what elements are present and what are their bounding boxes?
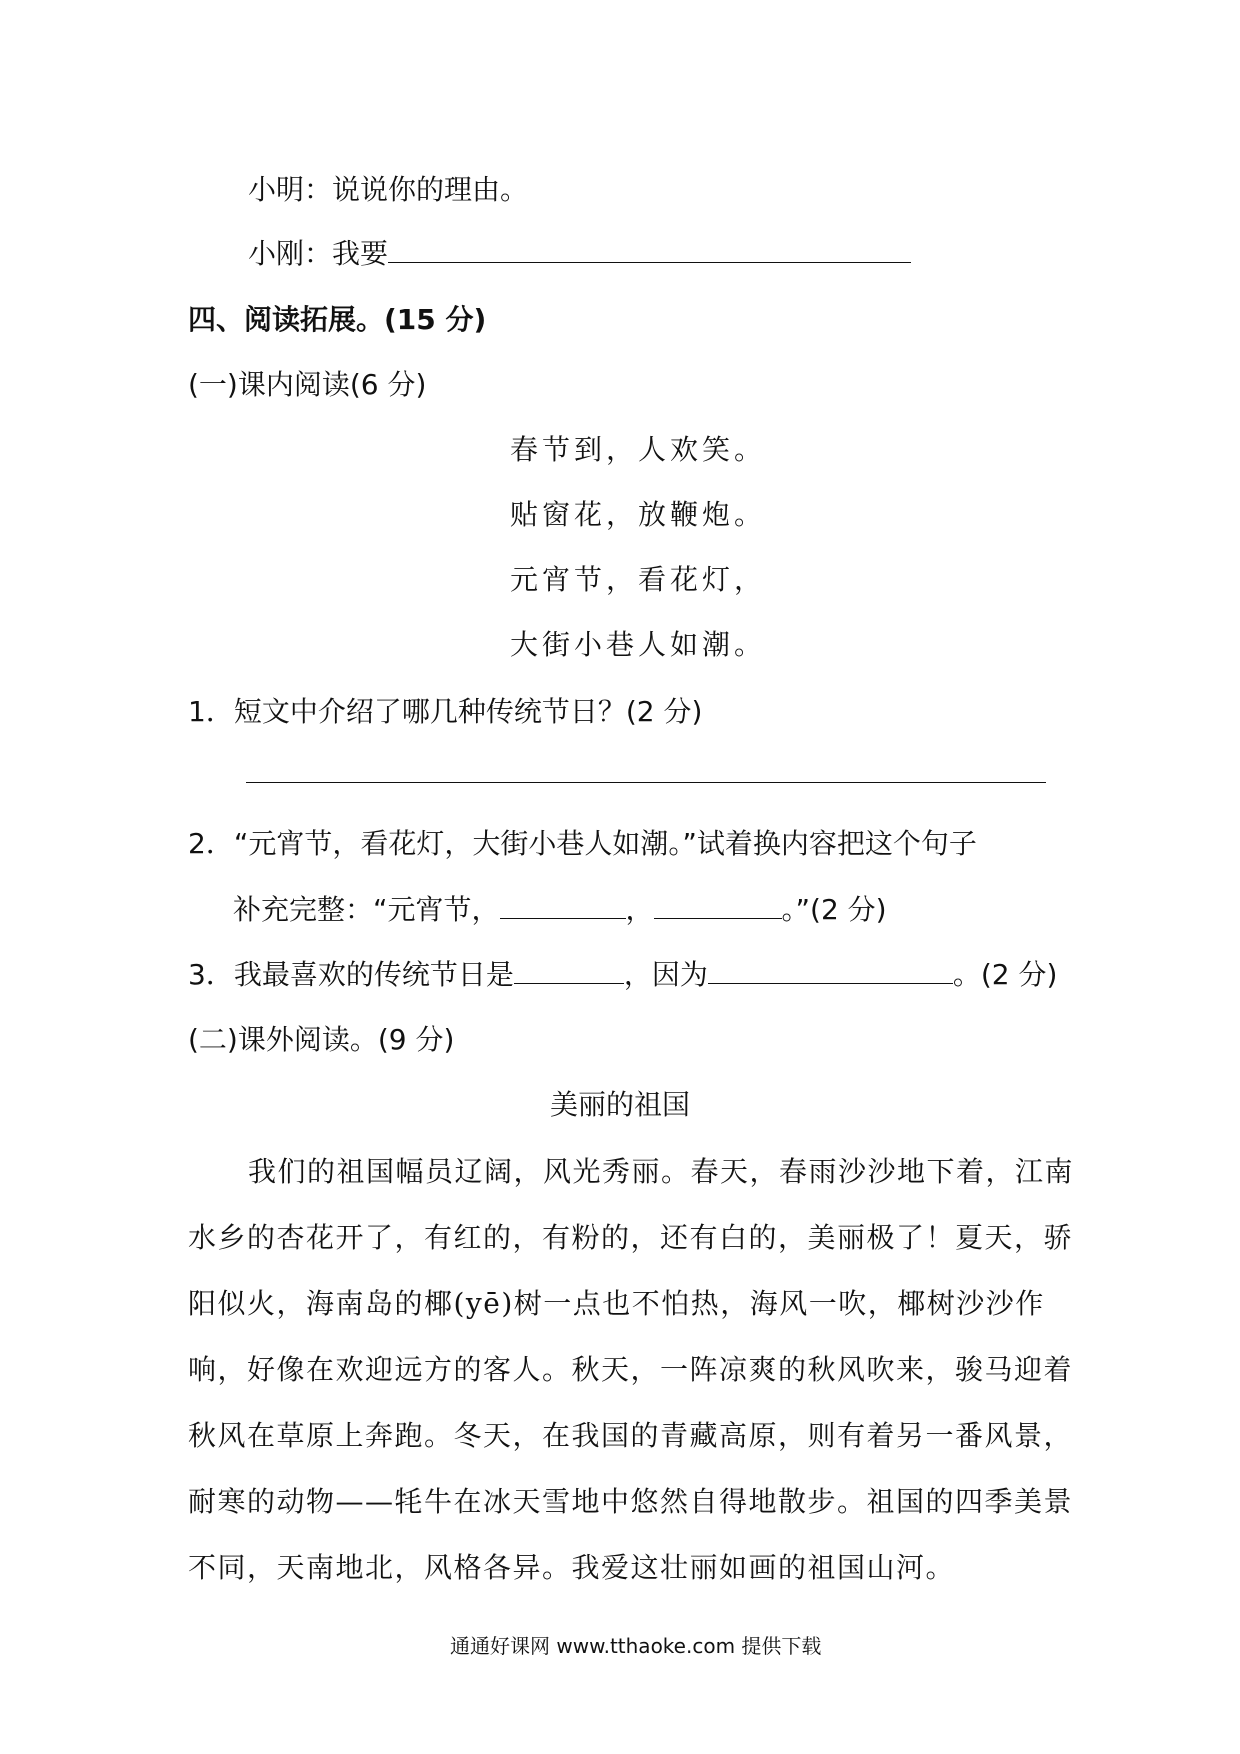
xiaogang-line <box>248 232 911 272</box>
passage-line-2: 水乡的杏花开了，有红的，有粉的，还有白的，美丽极了！夏天，骄 <box>188 1221 1074 1254</box>
question-3 <box>188 953 1057 993</box>
answer-blank-q2-a[interactable] <box>500 892 626 919</box>
answer-blank-q2-b[interactable] <box>654 892 782 919</box>
poem-line-3: 元宵节，看花灯， <box>510 563 767 596</box>
question-2-line2 <box>233 888 887 928</box>
passage-line-7: 不同，天南地北，风格各异。我爱这壮丽如画的祖国山河。 <box>188 1551 956 1584</box>
q3-middle: ，因为 <box>623 958 708 991</box>
xiaoming-line: 小明：说说你的理由。 <box>248 173 529 206</box>
answer-line-q1[interactable] <box>246 782 1046 783</box>
question-2-line1: 2．“元宵节，看花灯，大街小巷人如潮。”试着换内容把这个句子 <box>188 827 977 860</box>
answer-blank-reason[interactable] <box>388 236 911 263</box>
q3-suffix: 。(2 分) <box>952 958 1058 991</box>
part1-title: (一)课内阅读(6 分) <box>188 368 427 401</box>
passage-line-4: 响，好像在欢迎远方的客人。秋天，一阵凉爽的秋风吹来，骏马迎着 <box>188 1353 1074 1386</box>
passage-line-1: 我们的祖国幅员辽阔，风光秀丽。春天，春雨沙沙地下着，江南 <box>248 1155 1075 1188</box>
question-1: 1．短文中介绍了哪几种传统节日？(2 分) <box>188 695 703 728</box>
answer-blank-q3-reason[interactable] <box>708 957 953 984</box>
passage-line-5: 秋风在草原上奔跑。冬天，在我国的青藏高原，则有着另一番风景， <box>188 1419 1074 1452</box>
poem-line-4: 大街小巷人如潮。 <box>510 628 767 661</box>
poem-line-2: 贴窗花，放鞭炮。 <box>510 498 767 531</box>
part2-title: (二)课外阅读。(9 分) <box>188 1023 455 1056</box>
passage-line-6: 耐寒的动物——牦牛在冰天雪地中悠然自得地散步。祖国的四季美景 <box>188 1485 1074 1518</box>
q3-prefix: 3．我最喜欢的传统节日是 <box>188 958 514 991</box>
passage-line-3: 阳似火，海南岛的椰(yē)树一点也不怕热，海风一吹，椰树沙沙作 <box>188 1287 1045 1320</box>
answer-blank-q3-festival[interactable] <box>514 957 624 984</box>
q2-prefix: 补充完整：“元宵节， <box>233 893 500 926</box>
passage-title: 美丽的祖国 <box>550 1088 691 1121</box>
q2-suffix: 。”(2 分) <box>781 893 887 926</box>
section4-title: 四、阅读拓展。(15 分) <box>188 303 487 336</box>
poem-line-1: 春节到，人欢笑。 <box>510 433 767 466</box>
xiaogang-prefix: 小刚：我要 <box>248 237 389 270</box>
q2-comma: ， <box>625 893 654 926</box>
footer-credit: 通通好课网 www.tthaoke.com 提供下载 <box>450 1634 822 1658</box>
